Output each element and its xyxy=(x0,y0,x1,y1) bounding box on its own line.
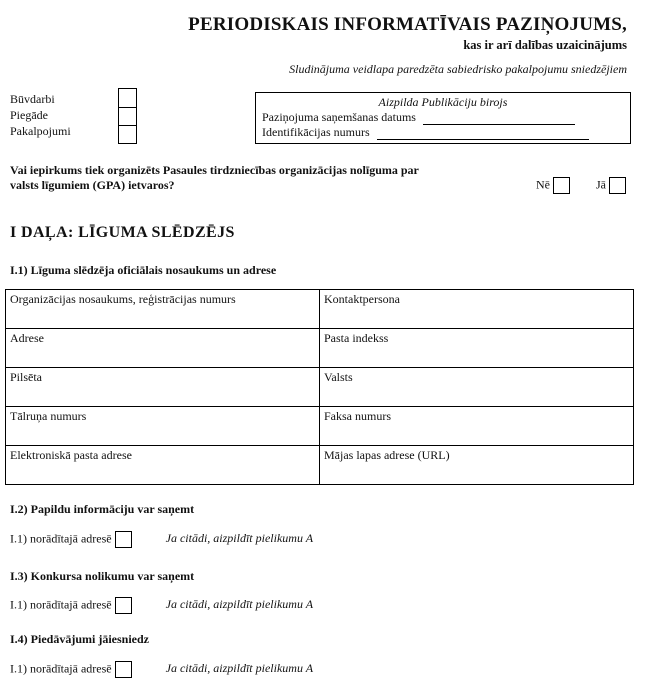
city-field[interactable]: Pilsēta xyxy=(6,368,320,407)
gpa-yes-label: Jā xyxy=(596,177,606,192)
gpa-yes-option xyxy=(596,177,626,194)
subsection-1-3-title: I.3) Konkursa nolikumu var saņemt xyxy=(10,569,195,583)
contract-type-works-checkbox[interactable] xyxy=(119,89,136,107)
received-date-row xyxy=(262,110,575,125)
contract-type-works-label: Būvdarbi xyxy=(10,92,55,106)
annex-hint: Ja citādi, aizpildīt pielikumu A xyxy=(165,597,314,612)
contract-type-services-checkbox[interactable] xyxy=(119,125,136,143)
table-row xyxy=(6,368,634,407)
gpa-question-line1: Vai iepirkums tiek organizēts Pasaules tirdzniecības organizācijas nolīguma par xyxy=(10,163,419,177)
annex-hint: Ja citādi, aizpildīt pielikumu A xyxy=(165,531,314,546)
address-option-label: I.1) norādītajā adresē xyxy=(10,531,112,546)
received-date-field[interactable] xyxy=(423,112,575,125)
address-field[interactable]: Adrese xyxy=(6,329,320,368)
subsection-1-4-checkbox[interactable] xyxy=(115,661,132,678)
publications-office-header: Aizpilda Publikāciju birojs xyxy=(378,95,508,109)
table-row xyxy=(6,290,634,329)
gpa-no-option xyxy=(536,177,570,194)
received-date-label: Paziņojuma saņemšanas datums xyxy=(262,110,416,124)
subsection-1-2-checkbox[interactable] xyxy=(115,531,132,548)
email-field[interactable]: Elektroniskā pasta adrese xyxy=(6,446,320,485)
gpa-question xyxy=(10,163,510,193)
subsection-1-4-title: I.4) Piedāvājumi jāiesniedz xyxy=(10,632,149,646)
contracting-authority-table xyxy=(5,289,634,485)
subsection-1-2-title: I.2) Papildu informāciju var saņemt xyxy=(10,502,195,516)
contract-type-checkbox-column xyxy=(118,88,137,144)
form-subtitle: kas ir arī dalības uzaicinājums xyxy=(463,38,627,52)
postal-code-field[interactable]: Pasta indekss xyxy=(320,329,634,368)
table-row xyxy=(6,446,634,485)
annex-hint: Ja citādi, aizpildīt pielikumu A xyxy=(165,661,314,676)
gpa-no-label: Nē xyxy=(536,177,550,192)
fax-field[interactable]: Faksa numurs xyxy=(320,407,634,446)
contract-type-supply-checkbox[interactable] xyxy=(119,107,136,125)
address-option-label: I.1) norādītajā adresē xyxy=(10,661,112,676)
subsection-1-2-address-row xyxy=(10,531,313,548)
contract-type-services-label: Pakalpojumi xyxy=(10,124,71,138)
country-field[interactable]: Valsts xyxy=(320,368,634,407)
subsection-1-4-address-row xyxy=(10,661,313,678)
gpa-no-checkbox[interactable] xyxy=(553,177,570,194)
org-name-field[interactable]: Organizācijas nosaukums, reģistrācijas numurs xyxy=(6,290,320,329)
subsection-1-3-address-row xyxy=(10,597,313,614)
contact-person-field[interactable]: Kontaktpersona xyxy=(320,290,634,329)
subsection-1-1-title: I.1) Līguma slēdzēja oficiālais nosaukums un adrese xyxy=(10,263,277,277)
gpa-question-line2: valsts līgumiem (GPA) ietvaros? xyxy=(10,178,175,192)
phone-field[interactable]: Tālruņa numurs xyxy=(6,407,320,446)
form-note: Sludinājuma veidlapa paredzēta sabiedrisko pakalpojumu sniedzējiem xyxy=(289,62,627,76)
publications-office-box xyxy=(255,92,631,144)
form-title: PERIODISKAIS INFORMATĪVAIS PAZIŅOJUMS, xyxy=(188,14,627,35)
gpa-yes-checkbox[interactable] xyxy=(609,177,626,194)
identification-number-label: Identifikācijas numurs xyxy=(262,125,370,139)
table-row xyxy=(6,407,634,446)
website-field[interactable]: Mājas lapas adrese (URL) xyxy=(320,446,634,485)
contract-type-supply-label: Piegāde xyxy=(10,108,48,122)
subsection-1-3-checkbox[interactable] xyxy=(115,597,132,614)
address-option-label: I.1) norādītajā adresē xyxy=(10,597,112,612)
table-row xyxy=(6,329,634,368)
identification-number-field[interactable] xyxy=(377,127,589,140)
identification-row xyxy=(262,125,589,140)
section-title: I DAĻA: LĪGUMA SLĒDZĒJS xyxy=(10,224,235,241)
